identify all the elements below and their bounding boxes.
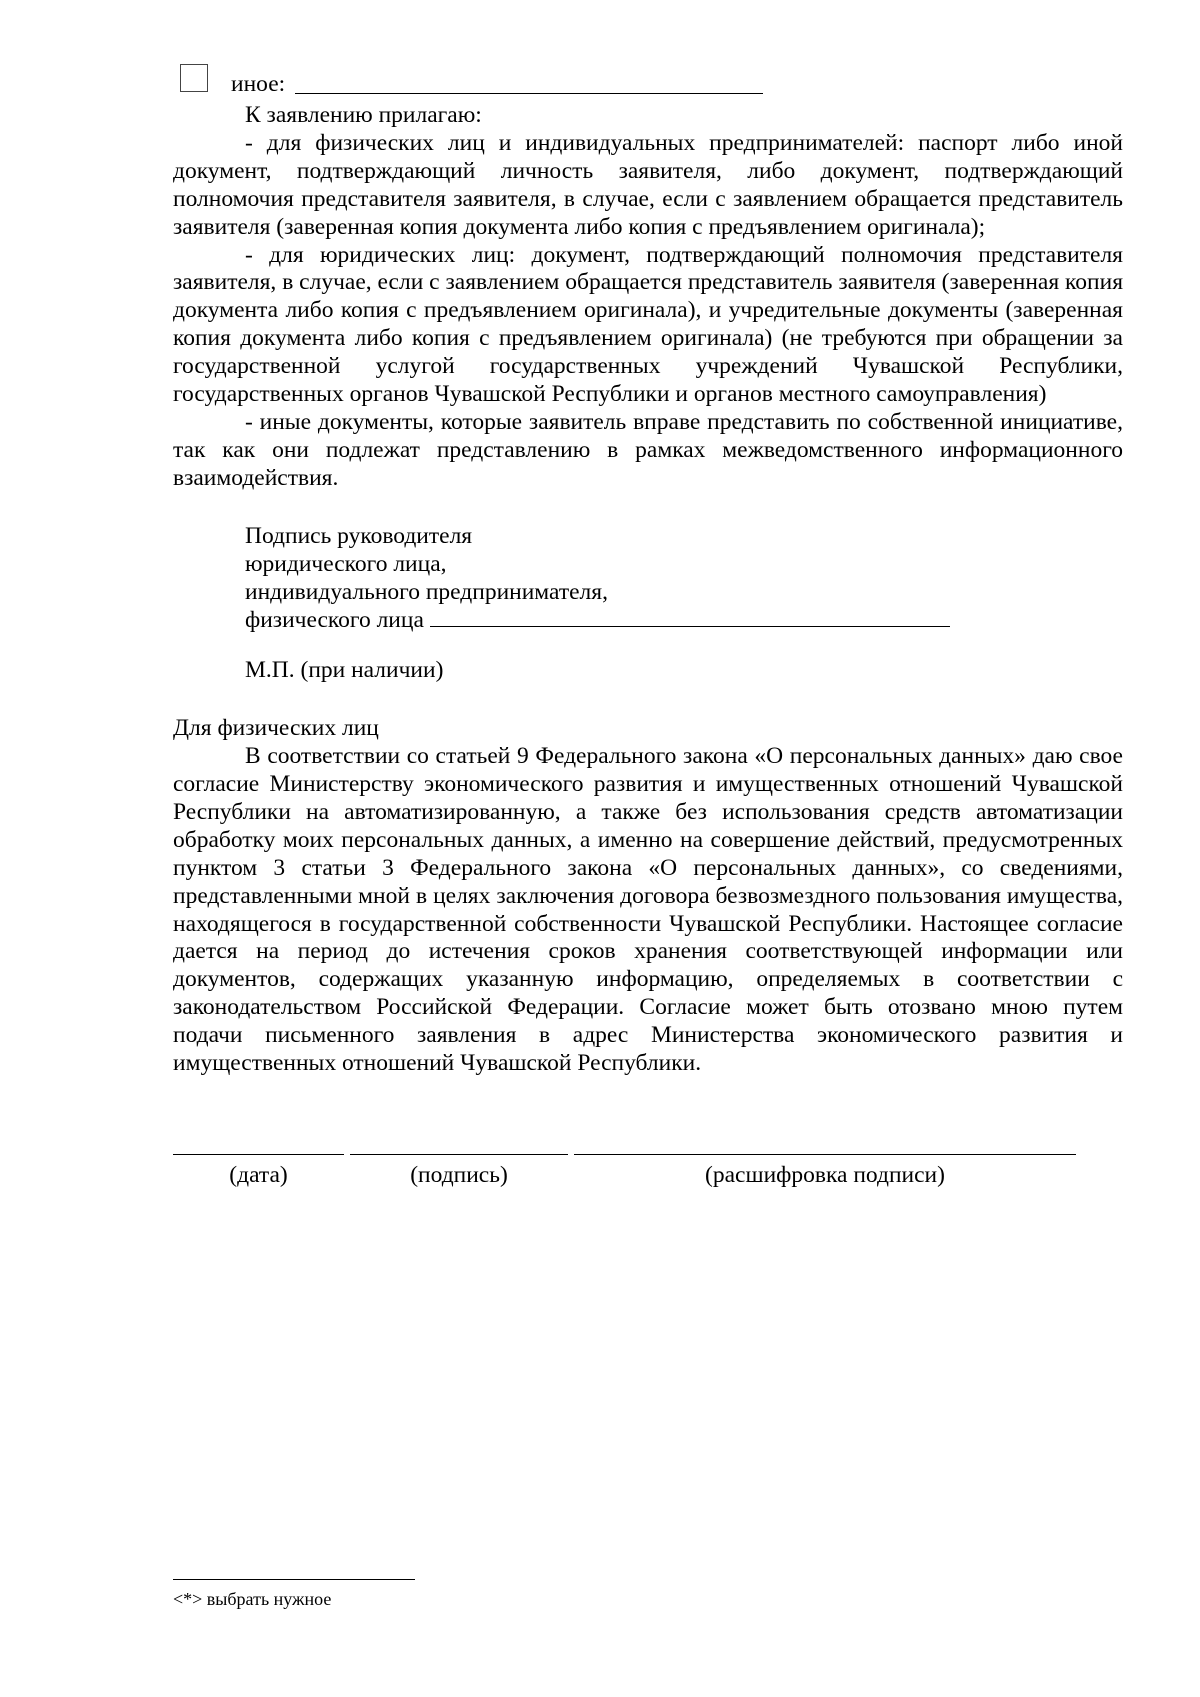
- signature-line[interactable]: [350, 1154, 568, 1155]
- attachments-heading: К заявлению прилагаю:: [245, 102, 482, 128]
- footnote-rule: [173, 1579, 415, 1580]
- signature-fields-row: [173, 1154, 1123, 1214]
- attachment-item-other-documents: - иные документы, которые заявитель вправе представить по собственной инициативе, так как они подлежат представлению в рамках межведомственного информационного взаимодействия.: [173, 408, 1123, 491]
- decoding-line[interactable]: [574, 1154, 1076, 1155]
- consent-heading: Для физических лиц: [173, 715, 379, 742]
- decoding-label: (расшифровка подписи): [705, 1162, 945, 1188]
- other-label: иное:: [231, 71, 286, 97]
- other-checkbox[interactable]: [180, 64, 208, 92]
- date-line[interactable]: [173, 1154, 344, 1155]
- signature-line-2: юридического лица,: [245, 550, 447, 577]
- signature-block: [173, 523, 1123, 686]
- footnote: <*> выбрать нужное: [173, 1589, 332, 1609]
- attachment-item-legal-entities: - для юридических лиц: документ, подтверждающий полномочия представителя заявителя, в случае, если с заявлением обращается представитель заявителя (заверенная копия документа либо копия с предъявлением оригинала), и учредительные документы (заверенная копия документа либо копия с предъявлением оригинала) (не требуются при обращении за государственной услугой государственных учреждений Чувашской Республики, государственных органов Чувашской Республики и органов местного самоуправления): [173, 241, 1123, 408]
- signature-line-4: [245, 606, 1123, 635]
- signature-label: (подпись): [410, 1162, 508, 1188]
- other-input-line[interactable]: [295, 93, 763, 94]
- physical-person-label: физического лица: [245, 607, 424, 634]
- signature-input-line[interactable]: [430, 606, 950, 627]
- date-label: (дата): [229, 1162, 288, 1188]
- signature-line-3: индивидуального предпринимателя,: [245, 578, 608, 605]
- other-option-row: [173, 60, 1123, 102]
- signature-line-1: Подпись руководителя: [245, 522, 473, 549]
- stamp-note: М.П. (при наличии): [245, 657, 444, 684]
- document-page: [173, 60, 1123, 1214]
- attachment-item-individuals: - для физических лиц и индивидуальных предпринимателей: паспорт либо иной документ, подтверждающий личность заявителя, либо документ, подтверждающий полномочия представителя заявителя, в случае, если с заявлением обращается представитель заявителя (заверенная копия документа либо копия с предъявлением оригинала);: [173, 129, 1123, 240]
- consent-text: В соответствии со статьей 9 Федерального закона «О персональных данных» даю свое согласие Министерству экономического развития и имущественных отношений Чувашской Республики на автоматизированную, а также без использования средств автоматизации обработку моих персональных данных, а именно на совершение действий, предусмотренных пунктом 3 статьи 3 Федерального закона «О персональных данных», со сведениями, представленными мной в целях заключения договора безвозмездного пользования имущества, находящегося в государственной собственности Чувашской Республики. Настоящее согласие дается на период до истечения сроков хранения соответствующей информации или документов, содержащих указанную информацию, определяемых в соответствии с законодательством Российской Федерации. Согласие может быть отозвано мною путем подачи письменного заявления в адрес Министерства экономического развития и имущественных отношений Чувашской Республики.: [173, 743, 1123, 1077]
